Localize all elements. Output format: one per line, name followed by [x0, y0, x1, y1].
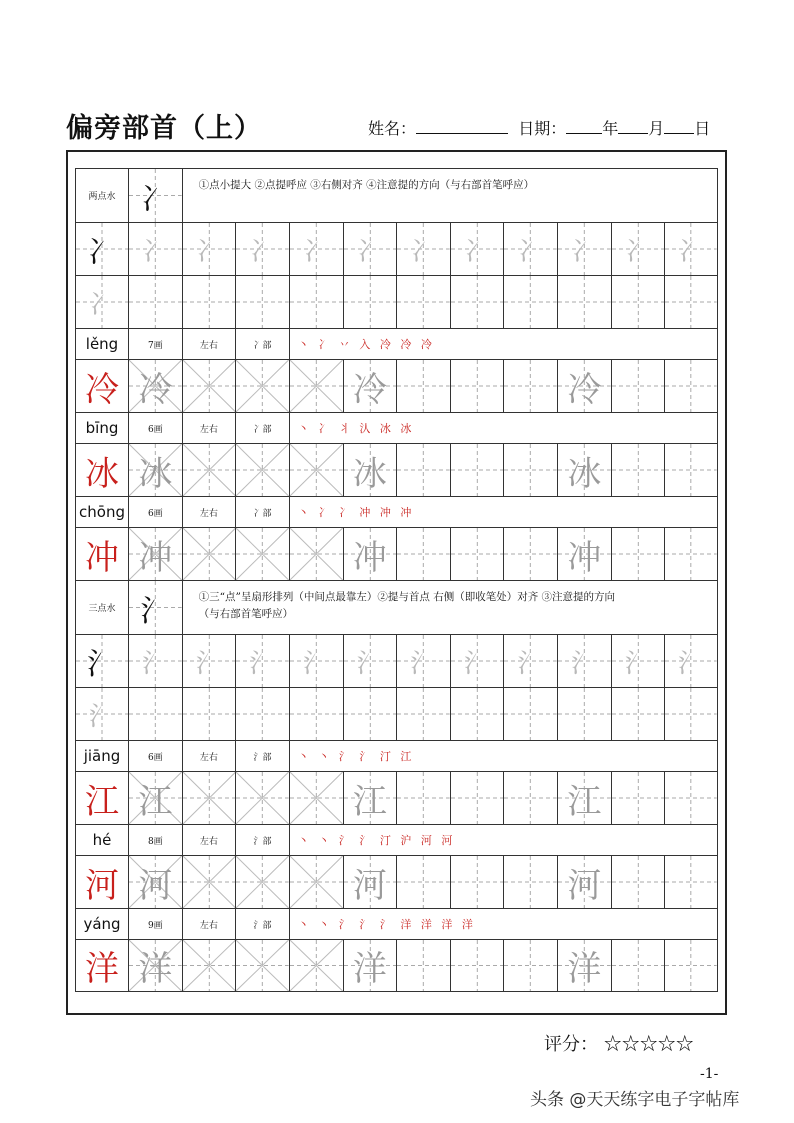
radical-trace: 氵 [678, 648, 705, 679]
char-trace: 冰 [567, 453, 602, 494]
practice-cell[interactable] [289, 855, 343, 908]
char-trace: 河 [352, 865, 387, 906]
bushou: 氵部 [253, 920, 272, 931]
practice-cell[interactable] [396, 222, 450, 275]
score-label: 评分： [544, 1034, 598, 1055]
stroke-order-cell [289, 740, 718, 771]
radical-trace: 氵 [517, 648, 544, 679]
practice-cell[interactable] [664, 443, 718, 496]
practice-cell[interactable] [182, 634, 236, 687]
practice-cell[interactable] [450, 634, 504, 687]
radical-tip-row [75, 580, 718, 634]
structure: 左右 [199, 508, 218, 519]
practice-cell[interactable] [450, 771, 504, 824]
practice-cell[interactable] [343, 939, 397, 992]
month-field[interactable] [618, 118, 648, 134]
practice-cell[interactable] [664, 527, 718, 580]
radical-trace: 氵 [249, 648, 276, 679]
radical-trace: 冫 [678, 236, 705, 267]
practice-cell[interactable] [450, 275, 504, 328]
radical-model: 氵 [88, 701, 115, 732]
bushou-cell [235, 740, 289, 771]
practice-cell[interactable] [289, 527, 343, 580]
structure-cell [182, 824, 236, 855]
char-model: 冷 [85, 369, 119, 410]
model-cell [75, 359, 128, 412]
practice-cell[interactable] [128, 275, 182, 328]
char-trace: 冲 [352, 537, 387, 578]
char-practice-row [75, 443, 718, 496]
practice-cell[interactable] [343, 443, 397, 496]
model-cell [75, 855, 128, 908]
stroke-order-cell [289, 824, 718, 855]
char-model: 洋 [85, 949, 119, 989]
pinyin: jiāng [83, 747, 121, 765]
practice-cell[interactable] [611, 855, 665, 908]
practice-cell[interactable] [128, 771, 182, 824]
char-info-row [75, 496, 718, 527]
practice-cell[interactable] [664, 275, 718, 328]
practice-cell[interactable] [611, 443, 665, 496]
practice-cell[interactable] [611, 634, 665, 687]
practice-cell[interactable] [235, 527, 289, 580]
bushou-cell [235, 824, 289, 855]
practice-cell[interactable] [343, 855, 397, 908]
pinyin: hé [92, 831, 112, 849]
char-practice-row [75, 771, 718, 824]
radical-name: 两点水 [88, 192, 116, 202]
stroke-order: 丶 丶 氵 氵 汀 沪 河 河 [297, 834, 456, 847]
structure: 左右 [199, 752, 218, 763]
stroke-order: 丶 丶 氵 氵 汀 江 [297, 750, 415, 763]
radical-name-cell [75, 168, 128, 222]
practice-cell[interactable] [450, 443, 504, 496]
radical-cell [128, 168, 182, 222]
practice-cell[interactable] [75, 275, 128, 328]
pinyin-cell [75, 824, 128, 855]
practice-cell[interactable] [557, 855, 611, 908]
practice-cell[interactable] [611, 527, 665, 580]
practice-cell[interactable] [182, 443, 236, 496]
pinyin: yáng [83, 915, 121, 933]
radical-trace: 氵 [410, 648, 437, 679]
practice-cell[interactable] [235, 771, 289, 824]
practice-cell[interactable] [289, 443, 343, 496]
practice-cell[interactable] [75, 687, 128, 740]
practice-cell[interactable] [343, 275, 397, 328]
char-trace: 河 [567, 865, 602, 906]
practice-cell[interactable] [289, 939, 343, 992]
char-info-row [75, 824, 718, 855]
radical-trace: 氵 [195, 648, 222, 679]
char-trace: 冲 [138, 537, 173, 578]
bushou-cell [235, 496, 289, 527]
practice-cell[interactable] [396, 939, 450, 992]
model-cell [75, 443, 128, 496]
pinyin: chōng [79, 503, 125, 521]
char-info-row [75, 328, 718, 359]
practice-cell[interactable] [503, 275, 557, 328]
radical-trace: 冫 [624, 236, 651, 267]
practice-cell[interactable] [450, 222, 504, 275]
practice-cell[interactable] [182, 222, 236, 275]
practice-cell[interactable] [235, 222, 289, 275]
name-field[interactable] [416, 118, 508, 134]
char-info-row [75, 412, 718, 443]
stroke-count: 6画 [147, 424, 163, 435]
char-trace: 冷 [352, 369, 387, 410]
radical-model: 冫 [88, 289, 115, 320]
radical-name: 三点水 [88, 604, 116, 614]
practice-cell[interactable] [75, 634, 128, 687]
char-practice-row [75, 359, 718, 412]
practice-cell[interactable] [664, 687, 718, 740]
practice-cell[interactable] [503, 527, 557, 580]
pinyin-cell [75, 328, 128, 359]
radical-tip-row [75, 168, 718, 222]
header-fields [368, 116, 710, 139]
char-practice-row [75, 855, 718, 908]
practice-cell[interactable] [611, 222, 665, 275]
radical-model: 氵 [87, 647, 117, 682]
pinyin-cell [75, 908, 128, 939]
practice-cell[interactable] [664, 634, 718, 687]
stroke-count: 6画 [147, 752, 163, 763]
practice-cell[interactable] [557, 527, 611, 580]
model-cell [75, 771, 128, 824]
char-practice-row [75, 527, 718, 580]
char-trace: 洋 [352, 949, 387, 989]
stroke-count-cell [128, 496, 182, 527]
practice-cell[interactable] [128, 222, 182, 275]
practice-cell[interactable] [664, 939, 718, 992]
practice-cell[interactable] [611, 359, 665, 412]
bushou-cell [235, 908, 289, 939]
practice-cell[interactable] [235, 634, 289, 687]
radical-model: 冫 [140, 181, 171, 217]
structure: 左右 [199, 920, 218, 931]
char-model: 冰 [85, 453, 119, 494]
practice-cell[interactable] [343, 687, 397, 740]
day-field[interactable] [664, 118, 694, 134]
radical-trace: 氵 [571, 648, 598, 679]
day-label: 日 [694, 119, 711, 138]
practice-cell[interactable] [182, 359, 236, 412]
practice-cell[interactable] [503, 771, 557, 824]
score-stars[interactable]: ☆☆☆☆☆ [603, 1034, 694, 1055]
structure-cell [182, 412, 236, 443]
structure: 左右 [199, 424, 218, 435]
practice-cell[interactable] [396, 527, 450, 580]
stroke-count: 7画 [147, 340, 163, 351]
practice-cell[interactable] [235, 687, 289, 740]
practice-cell[interactable] [664, 359, 718, 412]
stroke-order: 丶 丶 氵 氵 氵 洋 洋 洋 洋 [297, 918, 476, 931]
practice-cell[interactable] [128, 634, 182, 687]
radical-practice-row [75, 275, 718, 328]
structure-cell [182, 496, 236, 527]
practice-cell[interactable] [396, 771, 450, 824]
practice-cell[interactable] [503, 855, 557, 908]
practice-cell[interactable] [128, 855, 182, 908]
practice-cell[interactable] [289, 634, 343, 687]
bushou-cell [235, 412, 289, 443]
char-practice-row [75, 939, 718, 992]
stroke-count-cell [128, 908, 182, 939]
practice-cell[interactable] [289, 222, 343, 275]
practice-cell[interactable] [557, 222, 611, 275]
practice-cell[interactable] [396, 275, 450, 328]
practice-cell[interactable] [182, 687, 236, 740]
writing-tips: ①点小提大 ②点提呼应 ③右侧对齐 ④注意提的方向（与右部首笔呼应） [198, 179, 535, 191]
page-number: -1- [700, 1066, 719, 1082]
pinyin-cell [75, 496, 128, 527]
practice-cell[interactable] [503, 359, 557, 412]
writing-tips: ①三“点”呈扇形排列（中间点最靠左）②提与首点 右侧（即收笔处）对齐 ③注意提的方向（与右部首笔呼应） [198, 591, 616, 620]
bushou: 氵部 [253, 752, 272, 763]
practice-cell[interactable] [664, 771, 718, 824]
char-model: 河 [85, 865, 119, 906]
name-label: 姓名： [368, 119, 417, 138]
month-label: 月 [648, 119, 665, 138]
practice-cell[interactable] [557, 939, 611, 992]
stroke-count: 8画 [147, 836, 163, 847]
practice-cell[interactable] [557, 275, 611, 328]
radical-practice-row [75, 634, 718, 687]
stroke-order: 丶 冫 冫 冲 冲 冲 [297, 506, 415, 519]
radical-trace: 冫 [410, 236, 437, 267]
practice-cell[interactable] [557, 359, 611, 412]
radical-trace: 氵 [624, 648, 651, 679]
stroke-order-cell [289, 908, 718, 939]
stroke-count-cell [128, 740, 182, 771]
char-trace: 冲 [567, 537, 602, 578]
bushou: 氵部 [253, 836, 272, 847]
radical-trace: 氵 [464, 648, 491, 679]
char-info-row [75, 908, 718, 939]
radical-trace: 冫 [195, 236, 222, 267]
char-trace: 江 [567, 781, 602, 822]
stroke-count-cell [128, 412, 182, 443]
pinyin-cell [75, 412, 128, 443]
practice-cell[interactable] [503, 222, 557, 275]
practice-cell[interactable] [128, 687, 182, 740]
practice-cell[interactable] [128, 443, 182, 496]
radical-trace: 氵 [142, 648, 169, 679]
radical-trace: 氵 [356, 648, 383, 679]
year-label: 年 [602, 119, 619, 138]
practice-cell[interactable] [503, 634, 557, 687]
structure: 左右 [199, 340, 218, 351]
stroke-order-cell [289, 412, 718, 443]
practice-cell[interactable] [128, 359, 182, 412]
practice-cell[interactable] [396, 687, 450, 740]
char-trace: 冷 [138, 369, 173, 410]
char-trace: 冰 [352, 453, 387, 494]
radical-trace: 冫 [571, 236, 598, 267]
char-trace: 河 [138, 865, 173, 906]
radical-practice-row [75, 687, 718, 740]
year-field[interactable] [566, 118, 602, 134]
practice-cell[interactable] [182, 771, 236, 824]
char-trace: 洋 [567, 949, 602, 989]
model-cell [75, 939, 128, 992]
stroke-count: 6画 [147, 508, 163, 519]
practice-cell[interactable] [450, 527, 504, 580]
practice-cell[interactable] [235, 359, 289, 412]
char-model: 江 [85, 781, 119, 822]
practice-cell[interactable] [182, 855, 236, 908]
structure-cell [182, 740, 236, 771]
practice-cell[interactable] [235, 939, 289, 992]
practice-cell[interactable] [396, 855, 450, 908]
radical-model: 氵 [140, 593, 171, 629]
practice-cell[interactable] [664, 222, 718, 275]
score-area [544, 1030, 694, 1056]
radical-model: 冫 [87, 235, 117, 270]
char-trace: 冰 [138, 453, 173, 494]
practice-cell[interactable] [396, 443, 450, 496]
pinyin-cell [75, 740, 128, 771]
practice-cell[interactable] [75, 222, 128, 275]
practice-cell[interactable] [343, 634, 397, 687]
stroke-count-cell [128, 824, 182, 855]
structure-cell [182, 908, 236, 939]
practice-cell[interactable] [503, 687, 557, 740]
practice-cell[interactable] [343, 359, 397, 412]
char-trace: 冷 [567, 369, 602, 410]
practice-cell[interactable] [343, 527, 397, 580]
practice-cell[interactable] [503, 443, 557, 496]
page-title: 偏旁部首（上） [66, 113, 262, 144]
char-info-row [75, 740, 718, 771]
radical-name-cell [75, 580, 128, 634]
practice-cell[interactable] [611, 687, 665, 740]
practice-cell[interactable] [450, 359, 504, 412]
practice-cell[interactable] [128, 527, 182, 580]
practice-cell[interactable] [611, 771, 665, 824]
practice-cell[interactable] [557, 443, 611, 496]
practice-cell[interactable] [182, 527, 236, 580]
practice-cell[interactable] [611, 939, 665, 992]
watermark: 头条 @天天练字电子字帖库 [530, 1090, 740, 1110]
radical-trace: 冫 [142, 236, 169, 267]
radical-trace: 冫 [517, 236, 544, 267]
stroke-order: 丶 冫 丬 汄 冰 冰 [297, 422, 415, 435]
practice-cell[interactable] [396, 359, 450, 412]
practice-cell[interactable] [450, 687, 504, 740]
model-cell [75, 527, 128, 580]
practice-cell[interactable] [557, 771, 611, 824]
practice-cell[interactable] [557, 687, 611, 740]
practice-cell[interactable] [289, 687, 343, 740]
char-trace: 江 [138, 781, 173, 822]
bushou: 冫部 [253, 340, 272, 351]
stroke-order: 丶 冫 丷 入 冷 冷 冷 [297, 338, 435, 351]
structure-cell [182, 328, 236, 359]
practice-cell[interactable] [450, 939, 504, 992]
date-label: 日期： [518, 119, 567, 138]
radical-practice-row [75, 222, 718, 275]
bushou-cell [235, 328, 289, 359]
radical-trace: 冫 [464, 236, 491, 267]
practice-cell[interactable] [611, 275, 665, 328]
radical-cell [128, 580, 182, 634]
radical-trace: 冫 [356, 236, 383, 267]
radical-trace: 氵 [303, 648, 330, 679]
stroke-order-cell [289, 496, 718, 527]
char-model: 冲 [85, 537, 119, 578]
stroke-count-cell [128, 328, 182, 359]
radical-trace: 冫 [303, 236, 330, 267]
bushou: 冫部 [253, 508, 272, 519]
practice-cell[interactable] [664, 855, 718, 908]
radical-trace: 冫 [249, 236, 276, 267]
practice-cell[interactable] [235, 275, 289, 328]
practice-cell[interactable] [289, 275, 343, 328]
practice-cell[interactable] [128, 939, 182, 992]
practice-cell[interactable] [343, 771, 397, 824]
practice-cell[interactable] [343, 222, 397, 275]
char-trace: 江 [352, 781, 387, 822]
practice-cell[interactable] [557, 634, 611, 687]
pinyin: lěng [85, 335, 119, 353]
char-trace: 洋 [138, 949, 173, 989]
structure: 左右 [199, 836, 218, 847]
pinyin: bīng [85, 419, 119, 437]
practice-cell[interactable] [289, 359, 343, 412]
tips-cell [182, 168, 718, 222]
practice-cell[interactable] [396, 634, 450, 687]
practice-cell[interactable] [503, 939, 557, 992]
practice-cell[interactable] [182, 275, 236, 328]
stroke-count: 9画 [147, 920, 163, 931]
practice-cell[interactable] [235, 855, 289, 908]
bushou: 冫部 [253, 424, 272, 435]
tips-cell [182, 580, 718, 634]
practice-cell[interactable] [289, 771, 343, 824]
practice-cell[interactable] [182, 939, 236, 992]
practice-cell[interactable] [235, 443, 289, 496]
practice-cell[interactable] [450, 855, 504, 908]
stroke-order-cell [289, 328, 718, 359]
